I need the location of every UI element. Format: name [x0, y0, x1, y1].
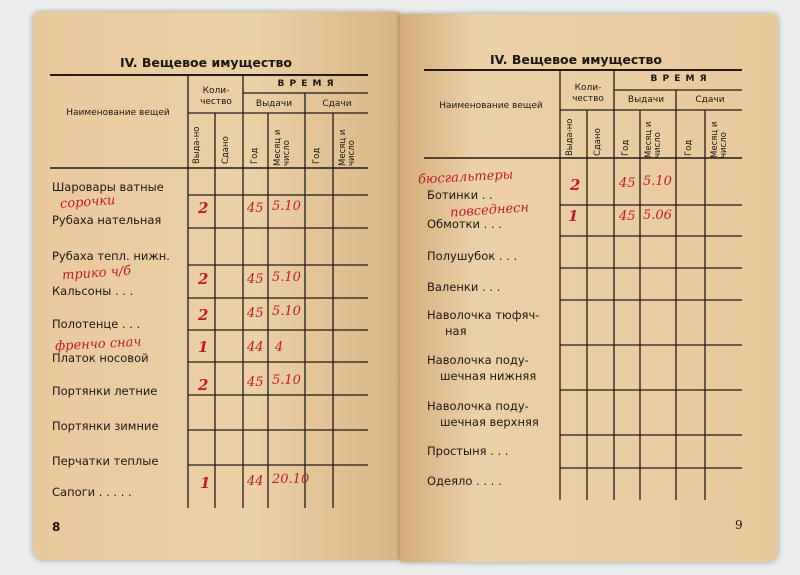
right-puttees-qty: 1	[568, 207, 579, 225]
left-time-header: В Р Е М Я	[277, 79, 335, 89]
left-item-handkerchief: Платок носовой	[52, 351, 149, 365]
left-underpants-qty: 2	[198, 270, 209, 288]
right-boots-date: 5.10	[643, 174, 672, 189]
left-boots-year: 44	[247, 474, 264, 489]
right-item-pillowcase-upper-cont: шечная верхняя	[440, 415, 539, 429]
right-item-boots: Ботинки . .	[427, 188, 493, 202]
right-time-header: В Р Е М Я	[650, 74, 708, 84]
right-item-blanket: Одеяло . . . .	[427, 474, 502, 488]
left-note-handkerchief: френчо снач	[54, 334, 142, 355]
left-handkerchief-date: 4	[275, 340, 284, 355]
left-return-date-header: Месяц и число	[338, 129, 357, 166]
left-underpants-year: 45	[247, 272, 264, 287]
right-item-pillowcase-lower: Наволочка поду-	[427, 353, 529, 367]
right-puttees-date: 5.06	[643, 208, 672, 223]
left-footwraps-date: 5.10	[272, 373, 301, 388]
left-note-shirt: сорочки	[59, 193, 116, 212]
right-page-title: IV. Вещевое имущество	[490, 52, 663, 67]
left-item-summer-footwraps: Портянки летние	[52, 384, 158, 398]
right-qty-returned-header: Сдано	[593, 128, 603, 156]
left-towel-date: 5.10	[272, 304, 301, 319]
left-return-year-header: Год	[312, 147, 322, 164]
right-note-puttees: повседнесн	[449, 200, 530, 221]
right-item-mattress-cover: Наволочка тюфяч-	[427, 308, 540, 322]
left-quantity-header: Коли-чество	[200, 86, 232, 107]
left-item-quilted-trousers: Шаровары ватные	[52, 180, 164, 194]
left-footwraps-qty: 2	[198, 376, 209, 394]
left-issue-header: Выдачи	[255, 99, 293, 109]
right-item-sheet: Простыня . . .	[427, 444, 509, 458]
right-item-mattress-cover-cont: ная	[445, 324, 467, 338]
left-page-number: 8	[52, 520, 61, 534]
right-return-date-header: Месяц и число	[710, 121, 729, 158]
left-shirt-date: 5.10	[272, 199, 301, 214]
right-return-header: Сдачи	[695, 95, 725, 105]
right-issue-date-header: Месяц и число	[644, 121, 663, 158]
left-item-boots: Сапоги . . . . .	[52, 485, 132, 499]
left-underpants-date: 5.10	[272, 270, 301, 285]
left-qty-issued-header: Выда-но	[192, 126, 202, 164]
right-boots-year: 45	[619, 176, 636, 191]
right-qty-issued-header: Выда-но	[565, 118, 575, 156]
right-boots-qty: 2	[570, 176, 581, 194]
left-item-warm-undershirt: Рубаха тепл. нижн.	[52, 249, 170, 263]
right-item-puttees: Обмотки . . .	[427, 217, 502, 231]
left-item-winter-footwraps: Портянки зимние	[52, 419, 159, 433]
left-issue-year-header: Год	[250, 147, 260, 164]
left-item-warm-gloves: Перчатки теплые	[52, 454, 159, 468]
left-boots-qty: 1	[200, 474, 211, 492]
left-towel-year: 45	[247, 306, 264, 321]
left-item-undershirt: Рубаха нательная	[52, 213, 162, 227]
left-towel-qty: 2	[198, 306, 209, 324]
right-issue-header: Выдачи	[627, 95, 665, 105]
left-issue-date-header: Месяц и число	[273, 129, 292, 166]
right-return-year-header: Год	[684, 139, 694, 156]
left-item-towel: Полотенце . . .	[52, 317, 141, 331]
right-item-pillowcase-upper: Наволочка поду-	[427, 399, 529, 413]
right-note-boots: бюсгальтеры	[417, 167, 514, 188]
right-item-valenki: Валенки . . .	[427, 280, 501, 294]
right-page-number: 9	[735, 518, 743, 532]
left-handkerchief-year: 44	[247, 340, 264, 355]
left-shirt-year: 45	[247, 201, 264, 216]
left-shirt-qty: 2	[198, 199, 209, 217]
left-footwraps-year: 45	[247, 375, 264, 390]
left-qty-returned-header: Сдано	[221, 136, 231, 164]
right-item-half-coat: Полушубок . . .	[427, 249, 518, 263]
left-page-title: IV. Вещевое имущество	[120, 55, 293, 70]
left-handkerchief-qty: 1	[198, 338, 209, 356]
left-note-underpants: трико ч/б	[61, 263, 132, 284]
left-item-underpants: Кальсоны . . .	[52, 284, 134, 298]
right-item-pillowcase-lower-cont: шечная нижняя	[440, 369, 537, 383]
left-return-header: Сдачи	[322, 99, 352, 109]
right-puttees-year: 45	[619, 209, 636, 224]
left-boots-date: 20.10	[272, 472, 310, 487]
right-quantity-header: Коли-чество	[572, 83, 604, 104]
left-name-column-header: Наименование вещей	[66, 108, 170, 118]
right-issue-year-header: Год	[621, 139, 631, 156]
right-name-column-header: Наименование вещей	[439, 101, 543, 111]
